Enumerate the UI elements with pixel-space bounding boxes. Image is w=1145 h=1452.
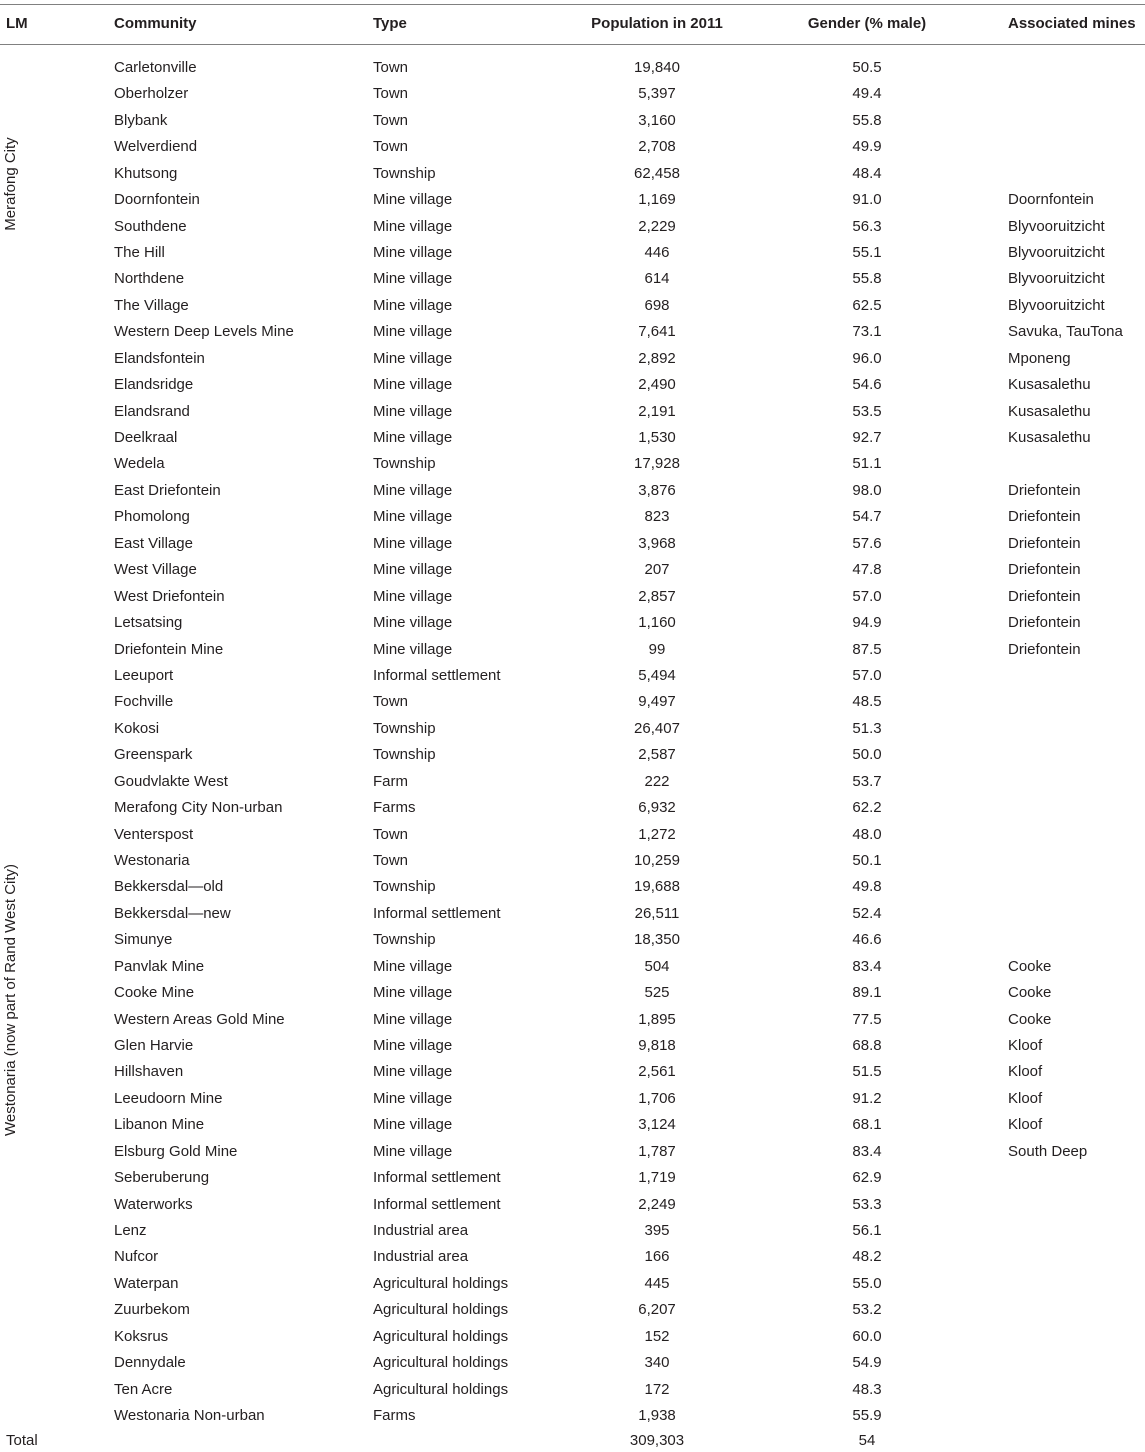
cell-community: Northdene (114, 270, 185, 288)
cell-associated-mines: Savuka, TauTona (1008, 323, 1123, 341)
cell-population: 152 (644, 1327, 670, 1345)
cell-community: Blybank (114, 111, 168, 129)
header-community: Community (114, 15, 197, 32)
cell-type: Agricultural holdings (373, 1327, 509, 1345)
cell-population: 26,511 (634, 904, 680, 922)
cell-population: 446 (644, 244, 670, 261)
cell-population: 504 (644, 957, 670, 975)
cell-gender: 96.0 (852, 349, 882, 367)
cell-population: 525 (644, 984, 670, 1001)
cell-gender: 54.6 (852, 376, 882, 394)
cell-type: Town (373, 851, 409, 869)
cell-type: Town (373, 111, 409, 129)
cell-type: Industrial area (373, 1248, 469, 1266)
cell-type: Town (373, 693, 409, 711)
cell-type: Mine village (373, 534, 453, 552)
cell-community: Khutsong (114, 164, 178, 182)
cell-associated-mines: Cooke (1008, 957, 1052, 975)
cell-community: Driefontein Mine (114, 640, 224, 658)
cell-type: Mine village (373, 217, 453, 235)
cell-gender: 89.1 (852, 984, 882, 1001)
cell-community: Hillshaven (114, 1063, 184, 1081)
cell-population: 207 (644, 561, 670, 579)
cell-type: Mine village (373, 1116, 453, 1134)
cell-gender: 51.1 (852, 455, 882, 473)
cell-type: Mine village (373, 1036, 453, 1054)
cell-community: Zuurbekom (114, 1301, 190, 1319)
cell-type: Mine village (373, 561, 453, 579)
cell-type: Town (373, 85, 409, 103)
cell-gender: 53.2 (852, 1301, 882, 1319)
cell-community: Leeudoorn Mine (114, 1089, 223, 1107)
cell-associated-mines: Driefontein (1008, 534, 1081, 552)
cell-associated-mines: Kusasalethu (1008, 376, 1091, 394)
cell-gender: 46.6 (852, 931, 882, 949)
cell-population: 5,494 (638, 666, 676, 684)
cell-gender: 73.1 (852, 323, 882, 341)
cell-gender: 57.0 (852, 666, 882, 684)
cell-population: 3,124 (638, 1116, 676, 1134)
cell-gender: 87.5 (852, 640, 882, 658)
cell-population: 3,876 (638, 481, 676, 499)
cell-type: Township (373, 455, 436, 473)
cell-community: Seberuberung (114, 1169, 210, 1187)
cell-community: Libanon Mine (114, 1116, 205, 1134)
cell-type: Township (373, 878, 436, 896)
cell-type: Mine village (373, 614, 453, 631)
cell-gender: 51.5 (852, 1063, 882, 1081)
cell-gender: 55.8 (852, 111, 882, 129)
cell-type: Mine village (373, 402, 453, 420)
cell-population: 9,818 (638, 1036, 676, 1054)
cell-population: 2,490 (638, 376, 676, 394)
cell-gender: 68.1 (852, 1116, 882, 1134)
cell-type: Township (373, 164, 436, 182)
cell-type: Town (373, 138, 409, 156)
cell-community: East Driefontein (114, 481, 221, 499)
cell-population: 1,895 (638, 1010, 676, 1028)
cell-gender: 50.0 (852, 746, 882, 764)
cell-community: Lenz (114, 1221, 147, 1239)
cell-type: Agricultural holdings (373, 1380, 509, 1398)
cell-associated-mines: Driefontein (1008, 561, 1081, 579)
cell-type: Town (373, 59, 409, 76)
cell-type: Mine village (373, 1142, 453, 1160)
header-associated-mines: Associated mines (1008, 15, 1136, 32)
cell-community: Elandsridge (114, 376, 194, 394)
cell-type: Industrial area (373, 1221, 469, 1239)
cell-associated-mines: Mponeng (1008, 349, 1071, 367)
cell-type: Mine village (373, 429, 453, 446)
cell-community: Westonaria Non-urban (114, 1406, 265, 1424)
cell-gender: 57.0 (852, 587, 882, 605)
cell-population: 19,840 (634, 59, 680, 76)
cell-community: Letsatsing (114, 614, 183, 631)
cell-community: Panvlak Mine (114, 957, 205, 975)
cell-population: 1,530 (638, 429, 676, 446)
cell-gender: 50.1 (852, 851, 882, 869)
cell-population: 1,160 (638, 614, 676, 631)
cell-community: Leeuport (114, 666, 174, 684)
cell-gender: 48.0 (852, 825, 882, 843)
cell-population: 1,787 (638, 1142, 676, 1160)
cell-gender: 49.9 (852, 138, 882, 156)
cell-gender: 51.3 (852, 719, 882, 737)
cell-associated-mines: Doornfontein (1008, 191, 1094, 209)
cell-community: Merafong City Non-urban (114, 799, 283, 816)
cell-population: 6,932 (638, 799, 676, 816)
cell-population: 2,587 (638, 746, 676, 764)
cell-type: Mine village (373, 323, 453, 341)
cell-type: Informal settlement (373, 904, 501, 922)
cell-gender: 55.0 (852, 1274, 882, 1292)
cell-population: 10,259 (634, 851, 680, 869)
cell-community: Bekkersdal—old (114, 878, 224, 896)
cell-associated-mines: Driefontein (1008, 587, 1081, 605)
cell-community: Koksrus (114, 1327, 169, 1345)
cell-population: 445 (644, 1274, 670, 1292)
cell-gender: 48.2 (852, 1248, 882, 1266)
cell-community: Western Areas Gold Mine (114, 1010, 285, 1028)
cell-gender: 49.8 (852, 878, 882, 896)
cell-community: Waterpan (114, 1274, 179, 1292)
lm-label-westonaria: Westonaria (now part of Rand West City) (2, 863, 19, 1137)
cell-population: 395 (644, 1221, 670, 1239)
cell-community: Fochville (114, 693, 174, 711)
cell-type: Informal settlement (373, 1169, 501, 1187)
cell-type: Agricultural holdings (373, 1274, 509, 1292)
total-population: 309,303 (629, 1432, 685, 1449)
cell-gender: 83.4 (852, 957, 882, 975)
total-label: Total (6, 1432, 38, 1449)
cell-community: Waterworks (114, 1195, 193, 1213)
cell-associated-mines: Blyvooruitzicht (1008, 296, 1105, 314)
cell-population: 1,706 (638, 1089, 676, 1107)
cell-population: 166 (644, 1248, 670, 1266)
cell-population: 3,968 (638, 534, 676, 552)
cell-gender: 55.8 (852, 270, 882, 288)
header-type: Type (373, 15, 407, 32)
cell-population: 6,207 (638, 1301, 676, 1319)
cell-gender: 60.0 (852, 1327, 882, 1345)
cell-gender: 98.0 (852, 481, 882, 499)
cell-type: Mine village (373, 1010, 453, 1028)
cell-community: Phomolong (114, 508, 190, 526)
cell-community: The Village (114, 296, 189, 314)
cell-population: 2,892 (638, 349, 676, 367)
cell-community: Doornfontein (114, 191, 200, 209)
cell-gender: 68.8 (852, 1036, 882, 1054)
cell-population: 2,708 (638, 138, 676, 156)
cell-population: 1,938 (638, 1406, 676, 1424)
cell-community: Kokosi (114, 719, 160, 737)
cell-type: Mine village (373, 640, 453, 658)
cell-type: Town (373, 825, 409, 843)
cell-population: 2,857 (638, 587, 676, 605)
cell-community: West Driefontein (114, 587, 225, 605)
cell-gender: 47.8 (852, 561, 882, 579)
cell-type: Mine village (373, 1089, 453, 1107)
cell-associated-mines: Driefontein (1008, 508, 1081, 526)
cell-community: West Village (114, 561, 197, 579)
cell-type: Farms (373, 1406, 416, 1424)
cell-gender: 55.1 (852, 244, 882, 261)
cell-population: 17,928 (634, 455, 680, 473)
cell-population: 614 (644, 270, 670, 288)
cell-gender: 53.3 (852, 1195, 882, 1213)
cell-community: Simunye (114, 931, 173, 949)
cell-community: East Village (114, 534, 193, 552)
cell-community: Welverdiend (114, 138, 198, 156)
cell-community: Dennydale (114, 1354, 186, 1372)
cell-population: 62,458 (634, 164, 680, 182)
cell-associated-mines: Kloof (1008, 1089, 1043, 1107)
top-rule (0, 4, 1145, 5)
cell-population: 26,407 (634, 719, 680, 737)
cell-gender: 50.5 (852, 59, 882, 76)
cell-associated-mines: Driefontein (1008, 640, 1081, 658)
cell-community: Cooke Mine (114, 984, 195, 1001)
cell-gender: 48.5 (852, 693, 882, 711)
cell-associated-mines: Kusasalethu (1008, 429, 1091, 446)
cell-community: Oberholzer (114, 85, 189, 103)
cell-gender: 83.4 (852, 1142, 882, 1160)
cell-gender: 62.2 (852, 799, 882, 816)
cell-gender: 62.5 (852, 296, 882, 314)
cell-type: Mine village (373, 191, 453, 209)
cell-gender: 91.0 (852, 191, 882, 209)
cell-type: Mine village (373, 270, 453, 288)
cell-community: Bekkersdal—new (114, 904, 231, 922)
header-gender: Gender (% male) (807, 15, 927, 32)
cell-type: Mine village (373, 508, 453, 526)
cell-population: 3,160 (638, 111, 676, 129)
cell-community: Deelkraal (114, 429, 178, 446)
cell-type: Mine village (373, 244, 453, 261)
cell-population: 7,641 (638, 323, 676, 341)
cell-gender: 54.9 (852, 1354, 882, 1372)
cell-community: Elandsrand (114, 402, 190, 420)
cell-population: 340 (644, 1354, 670, 1372)
cell-associated-mines: Cooke (1008, 984, 1052, 1001)
cell-community: Westonaria (114, 851, 190, 869)
cell-gender: 55.9 (852, 1406, 882, 1424)
cell-gender: 48.4 (852, 164, 882, 182)
cell-community: Goudvlakte West (114, 772, 228, 790)
cell-type: Township (373, 931, 436, 949)
cell-gender: 48.3 (852, 1380, 882, 1398)
cell-population: 9,497 (638, 693, 676, 711)
cell-community: Nufcor (114, 1248, 159, 1266)
cell-population: 172 (644, 1380, 670, 1398)
cell-gender: 94.9 (852, 614, 882, 631)
cell-type: Mine village (373, 349, 453, 367)
cell-type: Farms (373, 799, 416, 816)
cell-type: Mine village (373, 957, 453, 975)
cell-type: Mine village (373, 481, 453, 499)
cell-type: Township (373, 746, 436, 764)
cell-associated-mines: Kloof (1008, 1116, 1043, 1134)
cell-community: Glen Harvie (114, 1036, 194, 1054)
cell-type: Mine village (373, 376, 453, 394)
cell-community: The Hill (114, 244, 165, 261)
cell-gender: 54.7 (852, 508, 882, 526)
cell-population: 18,350 (634, 931, 680, 949)
cell-community: Southdene (114, 217, 187, 235)
cell-community: Elandsfontein (114, 349, 205, 367)
lm-label-merafong: Merafong City (2, 137, 19, 231)
cell-associated-mines: Kusasalethu (1008, 402, 1091, 420)
cell-type: Agricultural holdings (373, 1354, 509, 1372)
cell-population: 1,272 (638, 825, 676, 843)
cell-population: 1,719 (638, 1169, 676, 1187)
cell-population: 698 (644, 296, 670, 314)
cell-associated-mines: Cooke (1008, 1010, 1052, 1028)
cell-population: 2,191 (638, 402, 676, 420)
cell-associated-mines: Kloof (1008, 1063, 1043, 1081)
cell-type: Farm (373, 772, 408, 790)
cell-associated-mines: Blyvooruitzicht (1008, 244, 1105, 261)
cell-community: Carletonville (114, 59, 197, 76)
cell-population: 222 (644, 772, 670, 790)
cell-type: Mine village (373, 984, 453, 1001)
cell-associated-mines: Driefontein (1008, 614, 1081, 631)
cell-type: Mine village (373, 587, 453, 605)
cell-population: 1,169 (638, 191, 676, 209)
cell-population: 2,249 (638, 1195, 676, 1213)
cell-type: Mine village (373, 296, 453, 314)
cell-associated-mines: Blyvooruitzicht (1008, 217, 1105, 235)
cell-type: Informal settlement (373, 666, 501, 684)
cell-community: Venterspost (114, 825, 194, 843)
cell-population: 19,688 (634, 878, 680, 896)
cell-gender: 77.5 (852, 1010, 882, 1028)
header-lm: LM (6, 15, 28, 32)
header-population: Population in 2011 (591, 15, 723, 32)
cell-gender: 92.7 (852, 429, 882, 446)
cell-gender: 57.6 (852, 534, 882, 552)
cell-associated-mines: South Deep (1008, 1142, 1088, 1160)
cell-type: Township (373, 719, 436, 737)
cell-gender: 53.7 (852, 772, 882, 790)
cell-population: 99 (648, 640, 666, 658)
cell-community: Ten Acre (114, 1380, 173, 1398)
cell-type: Mine village (373, 1063, 453, 1081)
cell-type: Agricultural holdings (373, 1301, 509, 1319)
cell-gender: 52.4 (852, 904, 882, 922)
cell-associated-mines: Kloof (1008, 1036, 1043, 1054)
cell-community: Greenspark (114, 746, 193, 764)
cell-population: 2,561 (638, 1063, 676, 1081)
cell-associated-mines: Blyvooruitzicht (1008, 270, 1105, 288)
cell-gender: 91.2 (852, 1089, 882, 1107)
cell-type: Informal settlement (373, 1195, 501, 1213)
cell-gender: 53.5 (852, 402, 882, 420)
cell-associated-mines: Driefontein (1008, 481, 1081, 499)
cell-community: Elsburg Gold Mine (114, 1142, 238, 1160)
cell-gender: 56.1 (852, 1221, 882, 1239)
cell-population: 5,397 (638, 85, 676, 103)
cell-population: 823 (644, 508, 670, 526)
total-gender: 54 (858, 1432, 876, 1449)
cell-gender: 62.9 (852, 1169, 882, 1187)
cell-gender: 56.3 (852, 217, 882, 235)
cell-community: Wedela (114, 455, 165, 473)
header-rule (0, 44, 1145, 45)
cell-population: 2,229 (638, 217, 676, 235)
cell-gender: 49.4 (852, 85, 882, 103)
cell-community: Western Deep Levels Mine (114, 323, 294, 341)
